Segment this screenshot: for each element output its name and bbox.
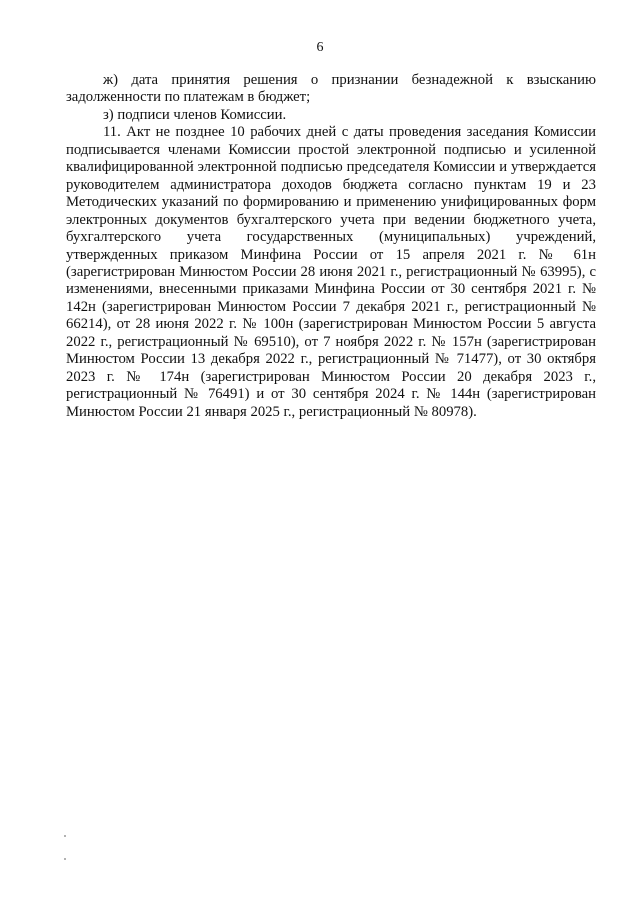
list-item-zh: ж) дата принятия решения о признании безнадежной к взысканию задолженности по платежам в бюджет; [66,72,596,106]
scan-artifact [64,858,66,860]
list-item-z: з) подписи членов Комиссии. [103,106,287,123]
page-number: 6 [316,40,324,55]
paragraph-11: 11. Акт не позднее 10 рабочих дней с даты проведения заседания Комиссии подписывается членами Комиссии простой электронной подписью и усиленной квалифицированной электронной подписью председателя Комиссии и утверждается руководителем администратора доходов бюджета согласно пунктам 19 и 23 Методических указаний по формированию и применению унифицированных форм электронных документов бухгалтерского учета при ведении бюджетного учета, бухгалтерского учета государственных (муниципальных) учреждений, утвержденных приказом Минфина России от 15 апреля 2021 г. № 61н (зарегистрирован Минюстом России 28 июня 2021 г., регистрационный № 63995), с изменениями, внесенными приказами Минфина России от 30 сентября 2021 г. № 142н (зарегистрирован Минюстом России 7 декабря 2021 г., регистрационный № 66214), от 28 июня 2022 г. № 100н (зарегистрирован Минюстом России 5 августа 2022 г., регистрационный № 69510), от 7 ноября 2022 г. № 157н (зарегистрирован Минюстом России 13 декабря 2022 г., регистрационный № 71477), от 30 октября 2023 г. № 174н (зарегистрирован Минюстом России 20 декабря 2023 г., регистрационный № 76491) и от 30 сентября 2024 г. № 144н (зарегистрирован Минюстом России 21 января 2025 г., регистрационный № 80978). [66,124,596,420]
scan-artifact [64,835,66,837]
document-body [66,72,596,421]
